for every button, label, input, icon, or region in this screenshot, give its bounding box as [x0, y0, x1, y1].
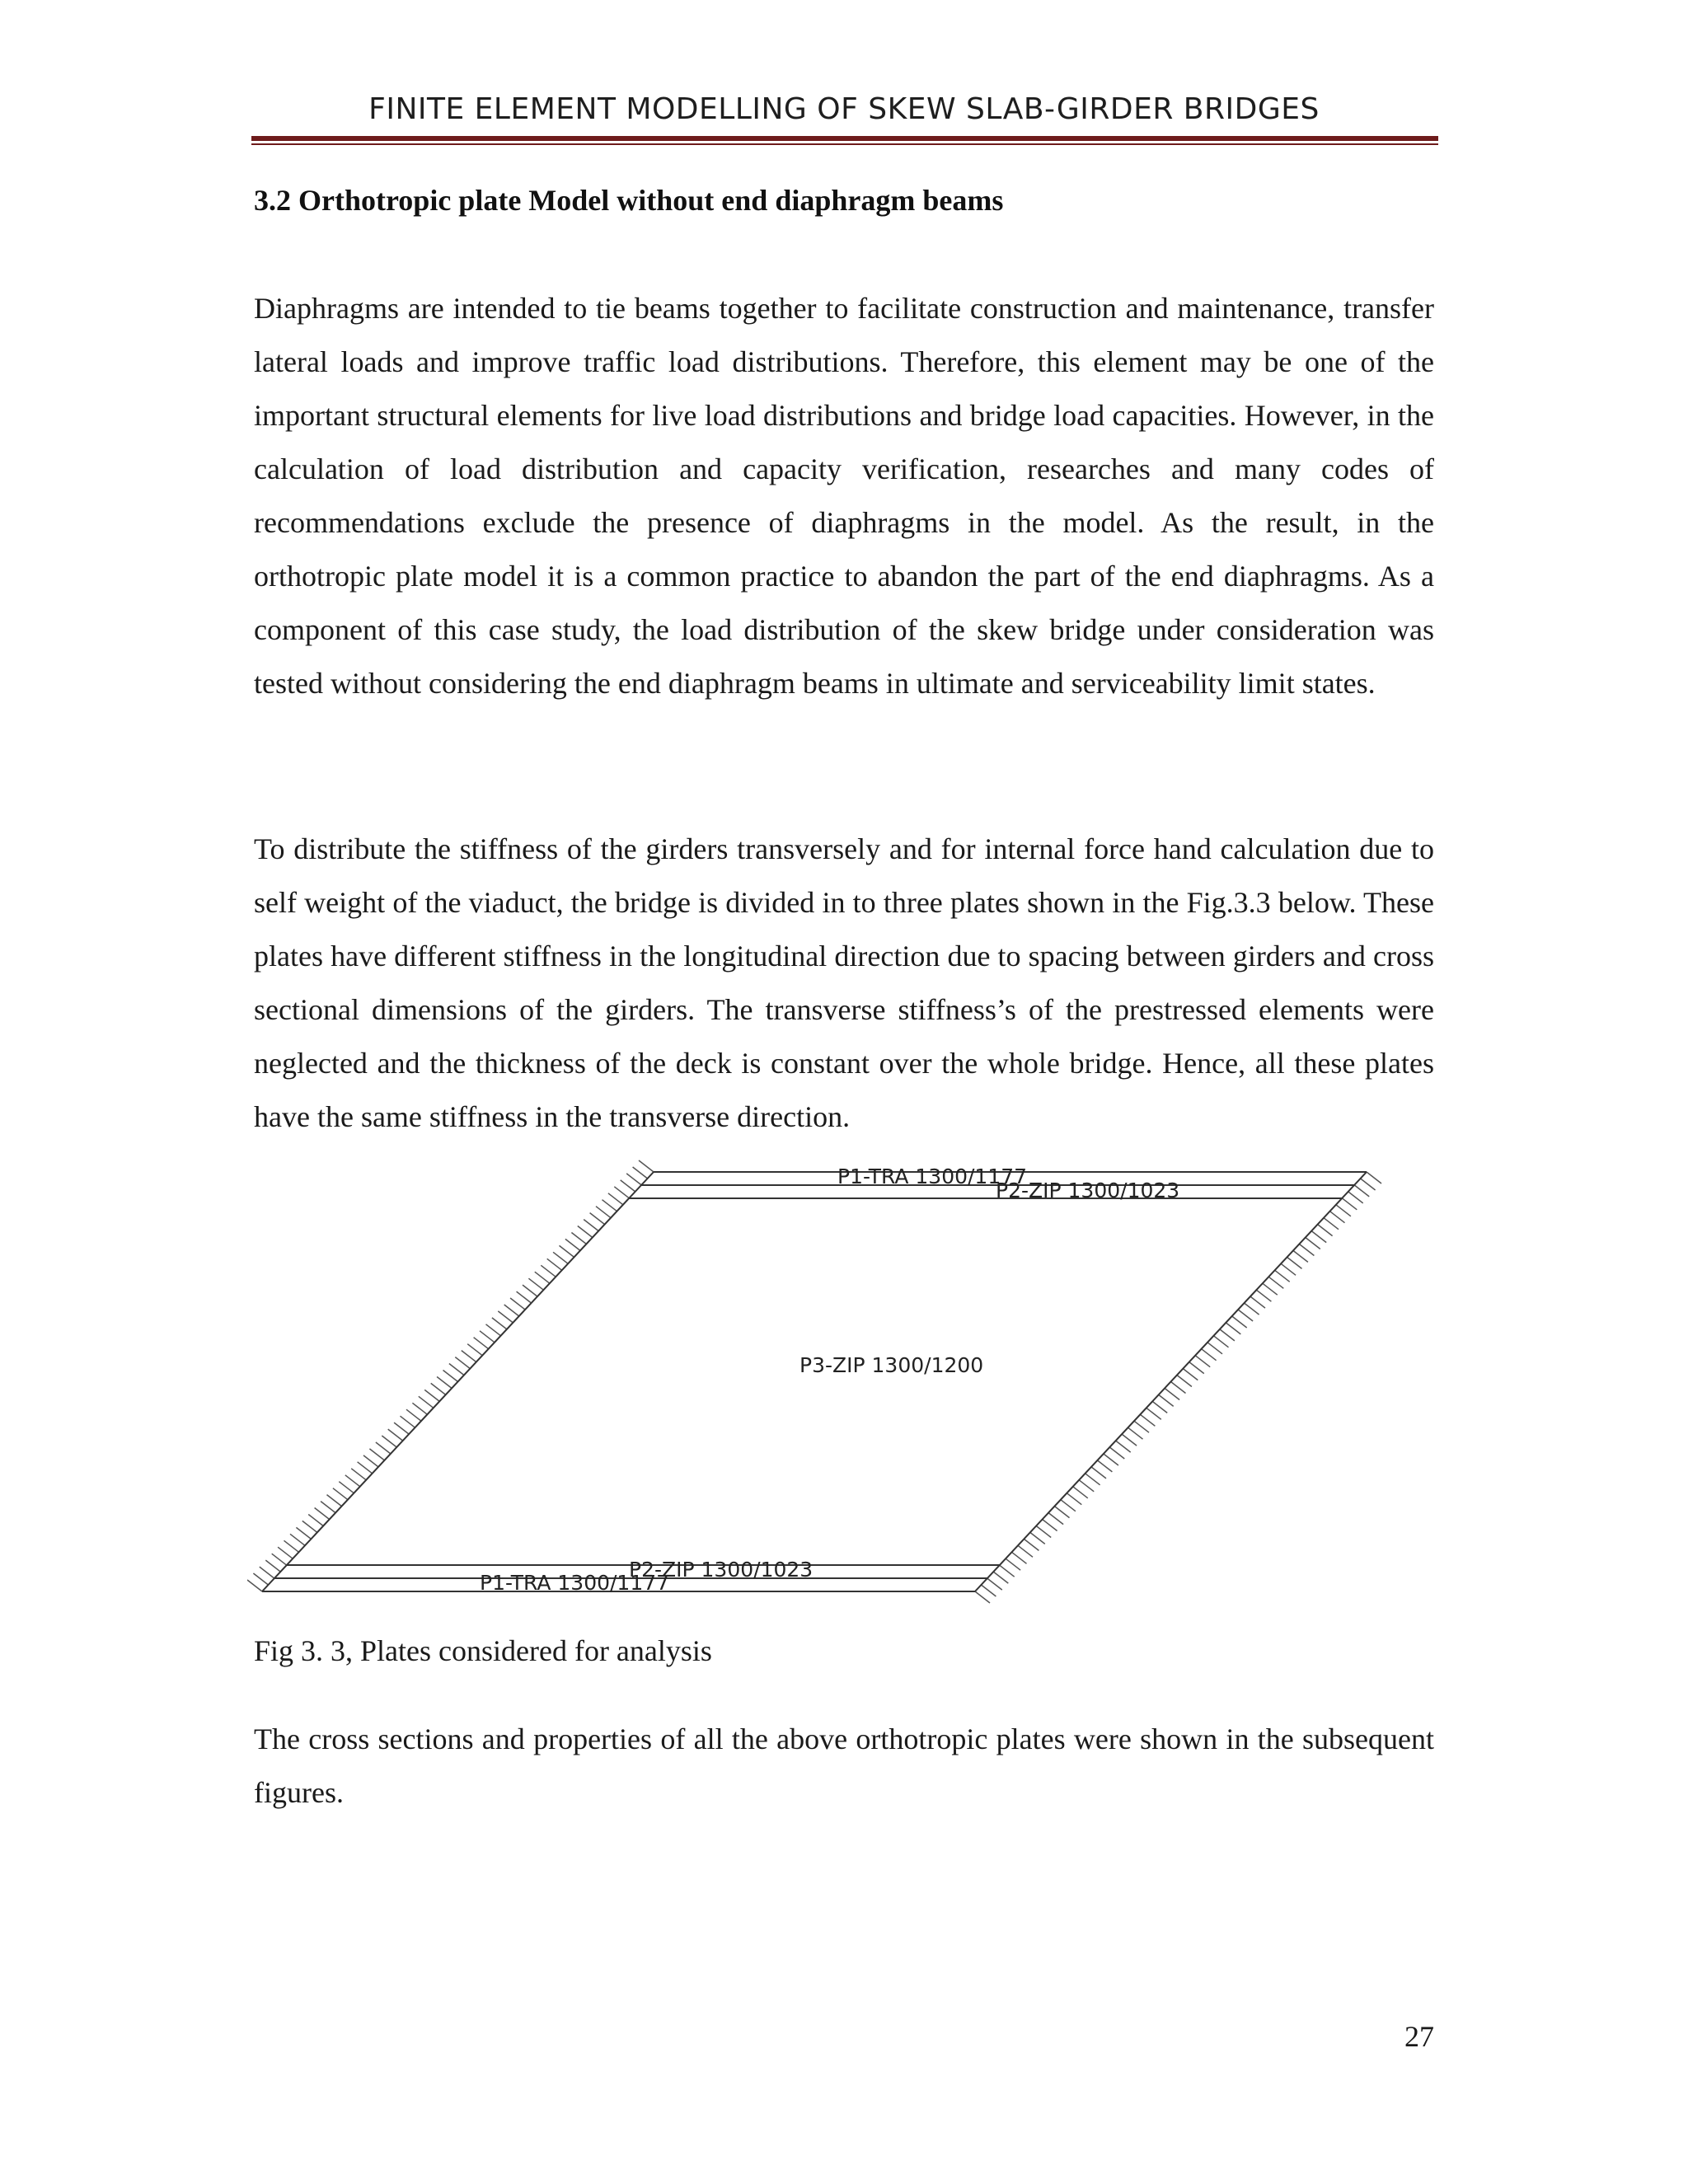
- hatch-tick: [590, 1213, 605, 1225]
- hatch-tick: [437, 1377, 452, 1389]
- label-middle-p3: P3-ZIP 1300/1200: [799, 1353, 984, 1377]
- hatch-tick: [455, 1357, 470, 1369]
- plates-figure: [247, 1150, 1401, 1619]
- hatch-tick: [993, 1572, 1008, 1583]
- hatch-tick: [1268, 1277, 1283, 1288]
- running-header: FINITE ELEMENT MODELLING OF SKEW SLAB-GIRDER BRIDGES: [368, 92, 1320, 126]
- hatch-tick: [394, 1422, 409, 1434]
- hatch-tick: [1097, 1460, 1112, 1472]
- hatch-tick: [358, 1462, 373, 1474]
- hatch-tick: [1299, 1244, 1314, 1256]
- hatch-tick: [1091, 1467, 1106, 1479]
- hatch-tick: [345, 1475, 360, 1487]
- hatch-tick: [462, 1351, 476, 1362]
- page-number: 27: [1404, 2020, 1434, 2053]
- hatch-tick: [1214, 1336, 1229, 1347]
- hatch-tick: [449, 1364, 464, 1376]
- hatch-tick: [363, 1455, 378, 1467]
- hatch-tick: [290, 1534, 305, 1545]
- hatch-tick: [1036, 1526, 1051, 1538]
- hatch-tick: [1263, 1283, 1278, 1295]
- plates-diagram: [247, 1150, 1401, 1619]
- hatch-tick: [1281, 1263, 1296, 1275]
- label-top-p2: P2-ZIP 1300/1023: [996, 1179, 1180, 1202]
- hatch-tick: [302, 1521, 317, 1532]
- hatch-tick: [1067, 1493, 1081, 1505]
- hatch-tick: [406, 1409, 421, 1421]
- hatch-tick: [333, 1488, 348, 1500]
- hatch-tick: [1189, 1362, 1204, 1374]
- hatch-tick: [1207, 1343, 1222, 1354]
- hatch-tick: [1171, 1382, 1186, 1394]
- hatch-tick: [1024, 1539, 1039, 1550]
- hatch-tick: [510, 1298, 525, 1310]
- hatch-tick: [1348, 1192, 1363, 1203]
- hatch-tick: [1116, 1441, 1131, 1452]
- hatch-tick: [265, 1560, 280, 1572]
- hatch-tick: [608, 1193, 623, 1205]
- hatch-tick: [633, 1167, 648, 1179]
- hatch-tick: [1195, 1356, 1210, 1367]
- hatch-tick: [1367, 1172, 1381, 1183]
- hatch-tick: [528, 1278, 543, 1290]
- hatch-tick: [1311, 1231, 1326, 1243]
- hatch-tick: [474, 1338, 489, 1349]
- hatch-tick: [431, 1383, 446, 1394]
- hatch-tick: [560, 1245, 574, 1257]
- hatch-tick: [596, 1207, 611, 1218]
- hatch-tick: [541, 1265, 556, 1277]
- hatch-tick: [1122, 1434, 1137, 1446]
- hatch-tick: [1354, 1185, 1369, 1197]
- hatch-tick: [321, 1502, 335, 1513]
- hatch-tick: [1079, 1480, 1094, 1492]
- hatch-tick: [1293, 1250, 1308, 1262]
- label-bottom-p1: P1-TRA 1300/1177: [480, 1571, 670, 1595]
- left-support-hatching: [247, 1160, 654, 1591]
- hatch-tick: [1165, 1389, 1179, 1400]
- hatch-tick: [1000, 1565, 1015, 1577]
- hatch-tick: [1183, 1369, 1198, 1380]
- hatch-tick: [1336, 1205, 1351, 1216]
- hatch-tick: [1342, 1198, 1357, 1210]
- hatch-tick: [424, 1390, 439, 1401]
- hatch-tick: [1177, 1376, 1192, 1387]
- hatch-tick: [443, 1371, 458, 1382]
- hatch-tick: [382, 1436, 396, 1447]
- hatch-tick: [1018, 1545, 1033, 1557]
- hatch-tick: [308, 1515, 323, 1526]
- hatch-tick: [584, 1220, 598, 1231]
- hatch-tick: [1055, 1507, 1070, 1518]
- hatch-tick: [1232, 1316, 1247, 1328]
- hatch-tick: [1085, 1474, 1100, 1485]
- hatch-tick: [1324, 1218, 1339, 1230]
- hatch-tick: [315, 1508, 330, 1520]
- hatch-tick: [571, 1233, 586, 1244]
- hatch-tick: [247, 1580, 262, 1591]
- hatch-tick: [626, 1174, 641, 1185]
- hatch-tick: [1140, 1414, 1155, 1426]
- hatch-tick: [1330, 1212, 1345, 1223]
- hatch-tick: [1159, 1394, 1174, 1406]
- hatch-tick: [565, 1239, 580, 1250]
- label-top-p1: P1-TRA 1300/1177: [837, 1165, 1028, 1188]
- hatch-tick: [975, 1591, 990, 1603]
- hatch-tick: [412, 1403, 427, 1414]
- hatch-tick: [621, 1180, 635, 1192]
- figure-caption: Fig 3. 3, Plates considered for analysis: [254, 1634, 712, 1667]
- hatch-tick: [1238, 1310, 1253, 1321]
- left-skew-edge: [262, 1172, 654, 1591]
- hatch-tick: [278, 1547, 293, 1558]
- hatch-tick: [1318, 1225, 1333, 1236]
- hatch-tick: [1275, 1270, 1290, 1282]
- hatch-tick: [284, 1540, 299, 1552]
- hatch-tick: [272, 1554, 287, 1565]
- paragraph-cross-sections: The cross sections and properties of all the above orthotropic plates were shown in the subsequent figures.: [254, 1722, 1434, 1809]
- hatch-tick: [1048, 1513, 1063, 1525]
- hatch-tick: [1146, 1408, 1161, 1419]
- hatch-tick: [1006, 1558, 1020, 1570]
- label-bottom-p2: P2-ZIP 1300/1023: [629, 1558, 814, 1582]
- hatch-tick: [419, 1396, 434, 1408]
- hatch-tick: [1226, 1323, 1240, 1334]
- hatch-tick: [553, 1252, 568, 1263]
- section-heading: 3.2 Orthotropic plate Model without end diaphragm beams: [254, 184, 1004, 217]
- hatch-tick: [1287, 1257, 1302, 1268]
- hatch-tick: [1202, 1349, 1217, 1361]
- hatch-tick: [1250, 1296, 1265, 1308]
- hatch-tick: [1361, 1179, 1376, 1190]
- header-rule-thin: [251, 143, 1438, 145]
- hatch-tick: [467, 1344, 482, 1356]
- header-rule: [251, 136, 1438, 141]
- hatch-tick: [327, 1495, 342, 1507]
- hatch-tick: [1134, 1421, 1149, 1432]
- hatch-tick: [1012, 1552, 1027, 1563]
- hatch-tick: [1128, 1427, 1143, 1439]
- hatch-tick: [388, 1429, 403, 1441]
- hatch-tick: [547, 1258, 562, 1270]
- hatch-tick: [1073, 1487, 1088, 1498]
- hatch-tick: [987, 1578, 1002, 1590]
- hatch-tick: [369, 1449, 384, 1460]
- hatch-tick: [535, 1272, 550, 1283]
- hatch-tick: [492, 1318, 507, 1329]
- right-skew-edge: [975, 1172, 1367, 1591]
- hatch-tick: [578, 1226, 593, 1238]
- paragraph-diaphragms: Diaphragms are intended to tie beams together to facilitate construction and maintenance, transfer lateral loads and improve traffic load distributions. Therefore, this element may be one of the important structural elements for live load distributions and bridge load capacities. However, in the calculation of load distribution and capacity verification, researches and many codes of recommendations exclude the presence of diaphragms in the model. As the result, in the orthotropic plate model it is a common practice to abandon the part of the end diaphragms. As a component of this case study, the load distribution of the skew bridge under consideration was tested without considering the end diaphragm beams in ultimate and serviceability limit states.: [254, 292, 1434, 700]
- hatch-tick: [376, 1442, 391, 1454]
- hatch-tick: [253, 1573, 268, 1585]
- hatch-tick: [401, 1416, 415, 1427]
- hatch-tick: [504, 1305, 519, 1316]
- hatch-tick: [1104, 1454, 1118, 1465]
- hatch-tick: [339, 1482, 354, 1493]
- hatch-tick: [296, 1527, 311, 1539]
- hatch-tick: [614, 1187, 629, 1198]
- right-support-hatching: [975, 1172, 1381, 1603]
- hatch-tick: [523, 1285, 537, 1296]
- hatch-tick: [1030, 1532, 1045, 1544]
- hatch-tick: [480, 1331, 495, 1343]
- hatch-tick: [1220, 1329, 1235, 1341]
- hatch-tick: [1245, 1303, 1259, 1315]
- hatch-tick: [517, 1291, 532, 1303]
- hatch-tick: [1256, 1290, 1271, 1301]
- paragraph-plates: To distribute the stiffness of the girders transversely and for internal force hand calculation due to self weight of the viaduct, the bridge is divided in to three plates shown in the Fig.3.3 below. These plates have different stiffness in the longitudinal direction due to spacing between girders and cross sectional dimensions of the girders. The transverse stiffness’s of the prestressed elements were neglected and the thickness of the deck is constant over the whole bridge. Hence, all these plates have the same stiffness in the transverse direction.: [254, 832, 1434, 1133]
- hatch-tick: [486, 1324, 501, 1336]
- hatch-tick: [351, 1469, 366, 1480]
- hatch-tick: [603, 1200, 617, 1212]
- hatch-tick: [498, 1311, 513, 1323]
- hatch-tick: [1152, 1401, 1167, 1413]
- hatch-tick: [1306, 1238, 1320, 1249]
- hatch-tick: [981, 1585, 996, 1596]
- hatch-tick: [1043, 1520, 1057, 1531]
- hatch-tick: [639, 1160, 654, 1172]
- hatch-tick: [1109, 1447, 1124, 1459]
- hatch-tick: [1061, 1500, 1076, 1511]
- hatch-tick: [260, 1567, 274, 1578]
